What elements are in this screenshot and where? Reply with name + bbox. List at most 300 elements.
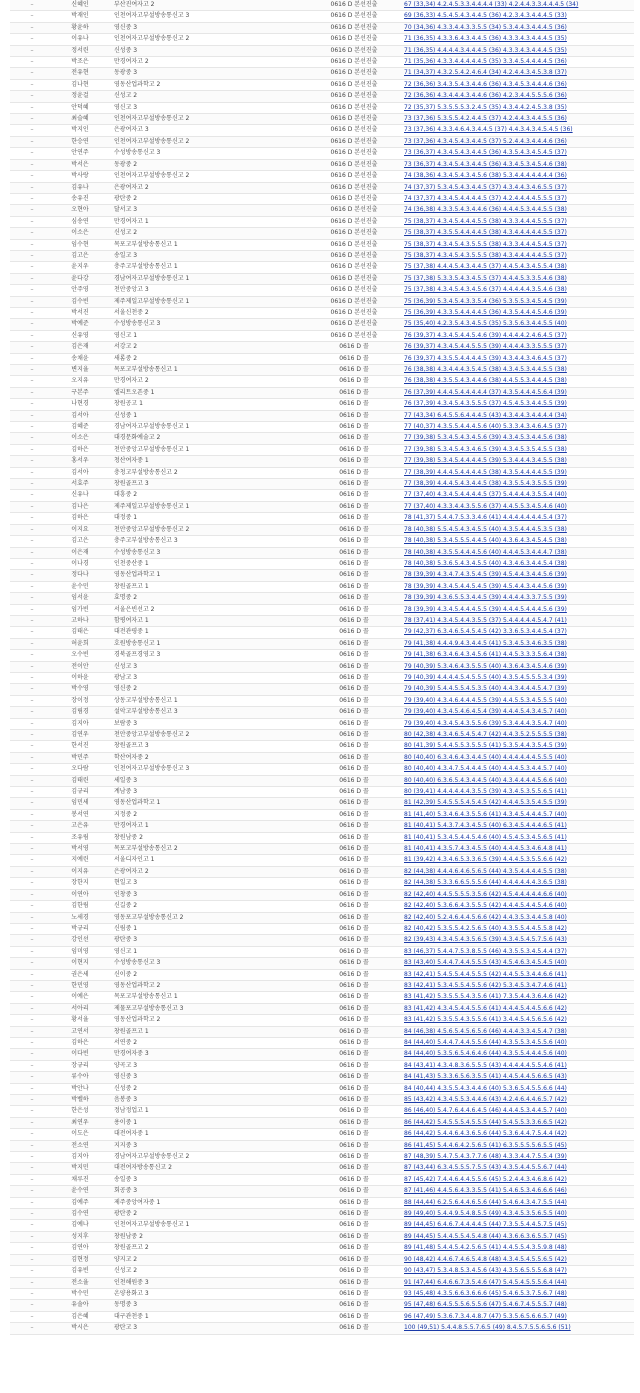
- round-status: 0616 D 꼴: [306, 1197, 402, 1208]
- score-link[interactable]: 83 (42,41) 5.4.5.5.4.4.5.5.5 (42) 4.4.5.5.3.4.4.6.6 (41): [402, 969, 634, 980]
- score-link[interactable]: 70 (34,36) 4.3.3.4.4.3.3.5.5 (34) 5.3.4.4.3.4.4.4.5 (36): [402, 22, 634, 33]
- score-link[interactable]: 79 (39,40) 4.3.4.5.4.6.4.5.4 (39) 4.4.4.5.4.3.4.5.7 (40): [402, 707, 634, 718]
- rank-placeholder: –: [10, 353, 54, 364]
- round-status: 0616 D 본선진출: [306, 319, 402, 330]
- score-link[interactable]: 76 (39,37) 4.3.4.5.4.4.5.4.6 (39) 4.4.4.4.2.4.6.4.5 (37): [402, 330, 634, 341]
- player-name: 박시은: [54, 1323, 106, 1334]
- table-row: [10, 787, 634, 798]
- table-row: [10, 228, 634, 239]
- player-name: 김연아: [54, 1243, 106, 1254]
- score-link[interactable]: 75 (36,39) 5.3.4.5.4.3.3.5.4 (36) 5.3.5.5.3.4.5.4.5 (39): [402, 296, 634, 307]
- player-name: 이도은: [54, 1129, 106, 1140]
- player-name: 이은재: [54, 547, 106, 558]
- player-name: 박지인: [54, 125, 106, 136]
- score-link[interactable]: 69 (36,33) 4.5.4.5.4.3.4.4.5 (36) 4.2.3.4.3.4.4.4.5 (33): [402, 11, 634, 22]
- player-school: 충주고부설방송통신고 1: [106, 262, 306, 273]
- player-school: 영동포고부설방송통신고 2: [106, 912, 306, 923]
- round-status: 0616 D 꼴: [306, 1288, 402, 1299]
- round-status: 0616 D 꼴: [306, 1277, 402, 1288]
- round-status: 0616 D 본선진출: [306, 296, 402, 307]
- player-school: 인천여자고부설방송통신고 2: [106, 114, 306, 125]
- table-row: [10, 250, 634, 261]
- score-link[interactable]: 80 (42,38) 4.3.4.6.5.4.5.4.7 (42) 4.4.3.5.2.5.5.5.5 (38): [402, 730, 634, 741]
- score-link[interactable]: 71 (36,35) 4.4.4.4.3.4.4.4.5 (36) 4.3.3.4.3.4.4.4.5 (35): [402, 45, 634, 56]
- table-row: [10, 980, 634, 991]
- player-name: 임수현: [54, 239, 106, 250]
- round-status: 0616 D 꼴: [306, 672, 402, 683]
- score-link[interactable]: 90 (48,42) 4.4.6.7.4.6.5.4.8 (48) 4.3.4.5.4.5.5.6.5 (42): [402, 1254, 634, 1265]
- score-link[interactable]: 78 (40,38) 5.3.6.5.4.3.4.5.5 (40) 4.3.4.6.3.4.4.5.4 (38): [402, 558, 634, 569]
- rank-placeholder: –: [10, 91, 54, 102]
- player-school: 서연중 2: [106, 1037, 306, 1048]
- score-link[interactable]: 84 (40,44) 4.3.5.5.4.3.4.4.6 (40) 5.3.6.5.4.5.5.6.6 (44): [402, 1083, 634, 1094]
- table-row: [10, 570, 634, 581]
- rank-placeholder: –: [10, 422, 54, 433]
- score-link[interactable]: 86 (46,40) 5.4.7.6.4.4.6.4.5 (46) 4.4.4.5.3.4.4.5.7 (40): [402, 1106, 634, 1117]
- score-link[interactable]: 86 (44,42) 5.4.5.5.5.4.5.5.5 (44) 5.4.5.5.3.3.6.6.5 (42): [402, 1117, 634, 1128]
- round-status: 0616 D 꼴: [306, 593, 402, 604]
- round-status: 0616 D 꼴: [306, 1117, 402, 1128]
- player-school: 만경여자중 3: [106, 1049, 306, 1060]
- score-link[interactable]: 84 (44,40) 5.4.4.7.4.4.5.5.6 (44) 4.3.5.5.3.4.5.5.6 (40): [402, 1037, 634, 1048]
- score-link[interactable]: 87 (41,46) 4.4.5.6.4.3.3.5.5 (41) 5.4.6.5.3.4.6.6.6 (46): [402, 1186, 634, 1197]
- round-status: 0616 D 본선진출: [306, 159, 402, 170]
- score-link[interactable]: 100 (49,51) 5.4.4.8.5.5.7.6.5 (49) 8.4.5.7.5.5.6.5.6 (51): [402, 1323, 634, 1334]
- score-link[interactable]: 71 (35,36) 4.3.3.4.4.4.4.4.5 (35) 3.3.4.5.4.4.4.4.5 (36): [402, 57, 634, 68]
- rank-placeholder: –: [10, 1163, 54, 1174]
- player-school: 광남고 3: [106, 672, 306, 683]
- round-status: 0616 D 꼴: [306, 684, 402, 695]
- rank-placeholder: –: [10, 855, 54, 866]
- score-link[interactable]: 75 (38,37) 4.3.5.5.4.4.4.4.5 (38) 4.3.4.4.4.4.4.5.5 (37): [402, 228, 634, 239]
- player-school: 광탄중 2: [106, 1209, 306, 1220]
- score-link[interactable]: 90 (43,47) 5.3.4.8.5.3.4.5.6 (43) 4.3.5.6.5.5.5.6.8 (47): [402, 1266, 634, 1277]
- score-link[interactable]: 71 (34,37) 4.3.2.5.4.2.4.6.4 (34) 4.2.4.4.3.4.5.3.8 (37): [402, 68, 634, 79]
- score-link[interactable]: 75 (38,37) 4.3.4.5.4.3.5.5.5 (38) 4.3.3.4.4.4.5.4.5 (37): [402, 239, 634, 250]
- round-status: 0616 D 꼴: [306, 844, 402, 855]
- score-link[interactable]: 74 (37,37) 5.3.4.5.4.3.4.4.5 (37) 4.3.4.4.3.4.6.5.5 (37): [402, 182, 634, 193]
- score-link[interactable]: 75 (35,40) 4.2.3.5.4.3.4.5.5 (35) 5.3.5.6.3.4.4.5.5 (40): [402, 319, 634, 330]
- player-name: 구본주: [54, 387, 106, 398]
- score-link[interactable]: 82 (44,38) 4.4.4.6.4.6.5.6.5 (44) 4.3.5.4.4.4.4.5.5 (38): [402, 866, 634, 877]
- player-school: 광탄고 3: [106, 1323, 306, 1334]
- score-link[interactable]: 74 (36,38) 4.3.3.5.4.3.4.4.6 (36) 4.4.4.5.3.4.4.5.5 (38): [402, 205, 634, 216]
- player-school: 제주제일고부설방송통신고 1: [106, 501, 306, 512]
- score-link[interactable]: 73 (37,36) 4.3.4.5.4.3.4.4.5 (37) 5.2.4.4.3.4.4.4.6 (36): [402, 136, 634, 147]
- score-link[interactable]: 80 (41,39) 5.4.4.5.5.3.5.5.5 (41) 5.3.5.4.4.3.5.4.5 (39): [402, 741, 634, 752]
- player-name: 김은재: [54, 342, 106, 353]
- round-status: 0616 D 본선진출: [306, 273, 402, 284]
- player-school: 제물포고부설방송통신고 3: [106, 1003, 306, 1014]
- score-link[interactable]: 77 (37,40) 4.3.3.4.4.3.5.5.6 (37) 4.4.5.5.3.4.5.4.6 (40): [402, 501, 634, 512]
- score-link[interactable]: 75 (37,38) 5.3.3.5.4.3.4.5.5 (37) 4.4.4.5.3.3.5.4.6 (38): [402, 273, 634, 284]
- table-row: [10, 547, 634, 558]
- table-row: [10, 1060, 634, 1071]
- rank-placeholder: –: [10, 844, 54, 855]
- score-link[interactable]: 73 (36,37) 4.3.4.5.4.3.4.4.5 (36) 4.3.4.5.3.4.5.4.6 (38): [402, 159, 634, 170]
- score-link[interactable]: 86 (41,45) 5.4.4.6.4.2.5.6.5 (41) 6.3.5.5.5.5.6.5.5 (45): [402, 1140, 634, 1151]
- table-row: [10, 558, 634, 569]
- score-link[interactable]: 78 (37,41) 4.3.4.5.4.4.3.5.5 (37) 5.4.4.4.4.4.5.4.7 (41): [402, 615, 634, 626]
- score-link[interactable]: 79 (41,38) 4.4.4.9.4.3.4.4.5 (41) 5.3.4.5.3.4.6.3.5 (38): [402, 638, 634, 649]
- round-status: 0616 D 본선진출: [306, 228, 402, 239]
- player-school: 신성고 2: [106, 91, 306, 102]
- round-status: 0616 D 꼴: [306, 695, 402, 706]
- table-row: [10, 1106, 634, 1117]
- round-status: 0616 D 꼴: [306, 969, 402, 980]
- score-link[interactable]: 80 (40,40) 6.3.4.6.4.3.4.4.5 (40) 4.4.4.4.4.4.5.5.5 (40): [402, 752, 634, 763]
- rank-placeholder: –: [10, 501, 54, 512]
- rank-placeholder: –: [10, 684, 54, 695]
- round-status: 0616 D 꼴: [306, 1152, 402, 1163]
- score-link[interactable]: 81 (40,41) 5.4.3.7.4.3.4.5.5 (40) 6.3.4.5.4.4.4.6.5 (41): [402, 821, 634, 832]
- score-link[interactable]: 82 (40,42) 5.3.5.5.4.2.5.6.5 (40) 4.3.5.5.4.4.5.5.8 (42): [402, 923, 634, 934]
- score-link[interactable]: 72 (35,37) 5.3.5.5.5.3.2.4.5 (35) 4.3.4.4.2.4.5.3.8 (35): [402, 102, 634, 113]
- player-school: 양지고 2: [106, 1254, 306, 1265]
- score-link[interactable]: 67 (33,34) 4.2.4.5.3.3.4.4.4.4 (33) 4.2.4.4.3.3.4.4.4.5 (34): [402, 0, 634, 11]
- score-link[interactable]: 77 (39,38) 5.3.4.5.4.4.4.4.5 (39) 5.3.4.4.4.3.4.5.5 (38): [402, 456, 634, 467]
- player-school: 수성방송통신고 3: [106, 319, 306, 330]
- score-link[interactable]: 84 (41,43) 5.3.3.6.5.6.3.5.5 (41) 4.4.5.4.4.5.6.6.5 (43): [402, 1072, 634, 1083]
- round-status: 0616 D 꼴: [306, 661, 402, 672]
- player-name: 한서진: [54, 741, 106, 752]
- score-link[interactable]: 81 (39,42) 4.3.4.6.5.3.3.6.5 (39) 4.4.4.5.3.5.5.6.6 (42): [402, 855, 634, 866]
- player-school: 서강고 2: [106, 342, 306, 353]
- score-link[interactable]: 75 (37,38) 4.4.4.5.4.3.4.4.5 (37) 4.4.5.4.3.4.5.5.4 (38): [402, 262, 634, 273]
- round-status: 0616 D 꼴: [306, 821, 402, 832]
- rank-placeholder: –: [10, 1117, 54, 1128]
- player-name: 고연서: [54, 1026, 106, 1037]
- score-link[interactable]: 77 (43,34) 6.4.5.5.6.4.4.4.5 (43) 4.3.4.4.3.4.4.4.4 (34): [402, 410, 634, 421]
- rank-placeholder: –: [10, 1266, 54, 1277]
- player-name: 한민영: [54, 980, 106, 991]
- score-link[interactable]: 77 (38,39) 4.4.4.5.4.4.4.4.5 (38) 4.3.5.4.4.4.4.5.5 (39): [402, 467, 634, 478]
- score-link[interactable]: 84 (43,41) 4.3.4.8.3.6.5.5.5 (43) 4.4.4.4.4.5.5.4.6 (41): [402, 1060, 634, 1071]
- rank-placeholder: –: [10, 205, 54, 216]
- score-link[interactable]: 79 (41,38) 6.3.4.6.4.3.4.5.6 (41) 4.4.5.3.3.3.5.6.4 (38): [402, 650, 634, 661]
- player-school: 영동산업과학고 1: [106, 798, 306, 809]
- rank-placeholder: –: [10, 296, 54, 307]
- player-name: 이예은: [54, 992, 106, 1003]
- score-link[interactable]: 80 (40,40) 4.3.4.7.5.4.4.4.5 (40) 4.4.4.5.3.4.4.5.7 (40): [402, 764, 634, 775]
- round-status: 0616 D 꼴: [306, 433, 402, 444]
- score-link[interactable]: 72 (36,36) 4.3.4.4.4.3.4.4.6 (36) 4.2.3.4.4.5.5.5.6 (36): [402, 91, 634, 102]
- score-link[interactable]: 79 (42,37) 6.3.4.6.5.4.5.4.5 (42) 3.3.6.5.3.4.4.5.4 (37): [402, 627, 634, 638]
- rank-placeholder: –: [10, 650, 54, 661]
- rank-placeholder: –: [10, 798, 54, 809]
- score-link[interactable]: 78 (41,37) 5.4.4.7.5.3.3.4.6 (41) 4.4.4.4.4.4.4.5.4 (37): [402, 513, 634, 524]
- score-link[interactable]: 95 (47,48) 6.4.5.5.5.6.5.5.6 (47) 5.4.6.7.4.5.5.5.7 (48): [402, 1300, 634, 1311]
- round-status: 0616 D 꼴: [306, 912, 402, 923]
- player-school: 대전여자중 1: [106, 1129, 306, 1140]
- player-name: 임서윤: [54, 593, 106, 604]
- player-name: 박서영: [54, 844, 106, 855]
- player-school: 신성중 2: [106, 1083, 306, 1094]
- player-school: 신림중 1: [106, 923, 306, 934]
- rank-placeholder: –: [10, 399, 54, 410]
- player-school: 효명중 2: [106, 593, 306, 604]
- player-school: 서울신천중 2: [106, 307, 306, 318]
- round-status: 0616 D 꼴: [306, 1254, 402, 1265]
- player-name: 이나경: [54, 558, 106, 569]
- player-school: 청산여자중 1: [106, 456, 306, 467]
- rank-placeholder: –: [10, 1197, 54, 1208]
- table-row: [10, 11, 634, 22]
- table-row: [10, 1003, 634, 1014]
- rank-placeholder: –: [10, 125, 54, 136]
- score-link[interactable]: 86 (44,42) 5.4.4.6.4.3.6.5.6 (44) 5.3.6.4.4.7.5.4.4 (42): [402, 1129, 634, 1140]
- score-link[interactable]: 82 (39,43) 4.3.4.5.4.3.5.6.5 (39) 4.3.4.5.4.5.7.5.6 (43): [402, 935, 634, 946]
- table-row: [10, 479, 634, 490]
- player-name: 박조은: [54, 57, 106, 68]
- score-link[interactable]: 80 (40,40) 6.3.6.5.4.3.4.4.5 (40) 4.3.4.4.4.4.5.6.6 (40): [402, 775, 634, 786]
- player-school: 영신중 3: [106, 1072, 306, 1083]
- score-link[interactable]: 81 (40,41) 4.3.5.7.4.3.4.5.5 (40) 4.4.4.5.3.4.6.4.8 (41): [402, 844, 634, 855]
- rank-placeholder: –: [10, 239, 54, 250]
- rank-placeholder: –: [10, 1231, 54, 1242]
- score-link[interactable]: 89 (49,40) 5.4.4.9.5.4.8.5.5 (49) 4.3.4.5.3.5.6.5.5 (40): [402, 1209, 634, 1220]
- player-name: 안연주: [54, 148, 106, 159]
- score-link[interactable]: 82 (42,40) 5.3.6.6.4.3.5.5.5 (42) 4.4.4.5.4.4.5.4.6 (40): [402, 901, 634, 912]
- table-row: [10, 57, 634, 68]
- round-status: 0616 D 꼴: [306, 615, 402, 626]
- score-link[interactable]: 76 (38,38) 4.3.5.5.4.3.4.4.6 (38) 4.4.5.5.3.4.4.4.5 (38): [402, 376, 634, 387]
- player-name: 고하나: [54, 615, 106, 626]
- score-link[interactable]: 75 (38,37) 4.3.4.5.4.3.5.5.5 (38) 4.3.4.4.4.4.4.5.5 (37): [402, 250, 634, 261]
- score-link[interactable]: 87 (48,39) 5.4.7.5.4.3.7.7.6 (48) 4.3.3.4.4.7.5.5.4 (39): [402, 1152, 634, 1163]
- rank-placeholder: –: [10, 114, 54, 125]
- rank-placeholder: –: [10, 821, 54, 832]
- rank-placeholder: –: [10, 923, 54, 934]
- player-name: 이지유: [54, 866, 106, 877]
- score-link[interactable]: 89 (41,48) 5.4.4.5.4.2.5.6.5 (41) 4.4.5.5.4.3.5.9.8 (48): [402, 1243, 634, 1254]
- score-link[interactable]: 72 (36,36) 3.4.3.5.4.3.4.4.6 (36) 4.3.4.5.3.4.4.4.6 (36): [402, 79, 634, 90]
- player-name: 김서아: [54, 410, 106, 421]
- rank-placeholder: –: [10, 1220, 54, 1231]
- score-link[interactable]: 77 (39,38) 5.3.4.5.4.3.4.6.5 (39) 4.3.4.5.3.5.4.5.5 (38): [402, 444, 634, 455]
- player-name: 이유나: [54, 34, 106, 45]
- player-school: 광탄중 2: [106, 193, 306, 204]
- score-link[interactable]: 84 (44,40) 5.3.5.6.5.4.6.4.6 (44) 4.3.5.5.4.4.4.5.6 (40): [402, 1049, 634, 1060]
- score-link[interactable]: 77 (40,37) 4.3.5.5.4.4.4.5.6 (40) 5.3.3.4.3.4.6.4.5 (37): [402, 422, 634, 433]
- score-link[interactable]: 79 (40,39) 5.4.4.5.5.4.5.3.5 (40) 4.4.3.4.4.4.5.4.7 (39): [402, 684, 634, 695]
- score-link[interactable]: 77 (37,40) 4.3.4.5.4.4.4.4.5 (37) 5.4.4.4.4.3.5.5.4 (40): [402, 490, 634, 501]
- score-link[interactable]: 82 (42,40) 4.4.5.5.5.5.3.5.6 (42) 4.5.4.4.4.4.4.6.6 (40): [402, 889, 634, 900]
- round-status: 0616 D 꼴: [306, 855, 402, 866]
- round-status: 0616 D 본선진출: [306, 216, 402, 227]
- player-school: 충주고부설방송통신고 3: [106, 536, 306, 547]
- player-name: 류수아: [54, 1072, 106, 1083]
- table-row: [10, 901, 634, 912]
- score-link[interactable]: 89 (44,45) 5.4.4.5.5.4.5.4.8 (44) 4.3.6.6.3.6.5.5.7 (45): [402, 1231, 634, 1242]
- round-status: 0616 D 꼴: [306, 775, 402, 786]
- round-status: 0616 D 꼴: [306, 935, 402, 946]
- player-school: 목포고부설방송통신고 2: [106, 844, 306, 855]
- round-status: 0616 D 꼴: [306, 524, 402, 535]
- rank-placeholder: –: [10, 1049, 54, 1060]
- player-name: 전소연: [54, 1140, 106, 1151]
- score-link[interactable]: 79 (40,39) 5.3.4.6.4.3.5.5.5 (40) 4.3.6.4.3.4.5.4.6 (39): [402, 661, 634, 672]
- rank-placeholder: –: [10, 775, 54, 786]
- score-link[interactable]: 76 (38,38) 4.3.4.4.4.3.5.4.5 (38) 4.3.4.5.3.4.4.5.5 (38): [402, 365, 634, 376]
- rank-placeholder: –: [10, 57, 54, 68]
- player-name: 한은성: [54, 1106, 106, 1117]
- player-school: 인천중산중 1: [106, 558, 306, 569]
- table-row: [10, 1254, 634, 1265]
- round-status: 0616 D 꼴: [306, 1163, 402, 1174]
- score-link[interactable]: 79 (40,39) 4.4.4.4.5.4.5.5.5 (40) 4.3.5.4.5.5.5.3.4 (39): [402, 672, 634, 683]
- score-link[interactable]: 82 (42,40) 5.2.4.6.4.4.5.6.6 (42) 4.4.3.5.3.4.4.5.8 (40): [402, 912, 634, 923]
- score-link[interactable]: 78 (40,38) 5.3.4.5.5.5.4.4.5 (40) 4.3.6.4.3.4.5.4.5 (38): [402, 536, 634, 547]
- table-row: [10, 798, 634, 809]
- score-link[interactable]: 73 (36,37) 4.3.4.5.4.3.4.4.5 (36) 4.3.5.4.3.4.5.4.5 (37): [402, 148, 634, 159]
- player-school: 충청고부설방송통신고 2: [106, 467, 306, 478]
- player-name: 성지후: [54, 1231, 106, 1242]
- score-link[interactable]: 73 (37,36) 5.3.5.5.4.2.4.4.5 (37) 4.2.4.4.3.4.4.5.5 (36): [402, 114, 634, 125]
- table-row: [10, 285, 634, 296]
- round-status: 0616 D 본선진출: [306, 330, 402, 341]
- score-link[interactable]: 76 (39,37) 4.3.4.5.4.4.5.5.5 (39) 4.4.4.4.3.3.5.5.5 (37): [402, 342, 634, 353]
- score-link[interactable]: 73 (37,36) 4.3.3.4.6.4.3.4.4.5 (37) 4.4.3.4.3.4.5.4.5 (36): [402, 125, 634, 136]
- table-row: [10, 912, 634, 923]
- table-row: [10, 193, 634, 204]
- table-row: [10, 1288, 634, 1299]
- player-name: 김지아: [54, 1152, 106, 1163]
- round-status: 0616 D 꼴: [306, 1209, 402, 1220]
- score-link[interactable]: 78 (39,39) 4.3.6.5.5.3.4.4.5 (39) 4.4.4.4.3.3.7.5.5 (39): [402, 593, 634, 604]
- player-name: 윤수민: [54, 581, 106, 592]
- table-row: [10, 376, 634, 387]
- table-row: [10, 216, 634, 227]
- player-school: 양곡고 3: [106, 1060, 306, 1071]
- score-link[interactable]: 89 (44,45) 6.4.6.7.4.4.4.4.5 (44) 7.3.5.5.4.4.5.7.5 (45): [402, 1220, 634, 1231]
- player-school: 엘리트오픈중 1: [106, 387, 306, 398]
- score-link[interactable]: 81 (40,41) 5.3.4.5.4.4.5.4.6 (40) 4.5.4.5.3.4.5.6.5 (41): [402, 832, 634, 843]
- score-link[interactable]: 78 (40,38) 4.3.5.5.4.4.4.5.6 (40) 4.4.4.5.3.4.4.4.7 (38): [402, 547, 634, 558]
- score-link[interactable]: 82 (44,38) 5.3.3.6.6.5.5.5.6 (44) 4.4.4.4.4.4.3.6.5 (38): [402, 878, 634, 889]
- score-link[interactable]: 77 (39,38) 5.3.4.5.4.3.4.5.6 (39) 4.3.4.5.3.4.4.5.6 (38): [402, 433, 634, 444]
- round-status: 0616 D 꼴: [306, 1095, 402, 1106]
- rank-placeholder: –: [10, 570, 54, 581]
- score-link[interactable]: 83 (46,37) 5.4.4.7.5.3.8.5.5 (46) 4.3.5.5.3.4.5.4.4 (37): [402, 946, 634, 957]
- score-link[interactable]: 81 (41,40) 5.3.4.6.4.3.5.5.6 (41) 4.3.4.5.4.4.4.5.7 (40): [402, 809, 634, 820]
- player-school: 영신고 1: [106, 330, 306, 341]
- table-row: [10, 832, 634, 843]
- score-link[interactable]: 80 (39,41) 4.4.4.4.4.4.3.5.5 (39) 4.3.4.5.3.5.5.6.5 (41): [402, 787, 634, 798]
- table-row: [10, 638, 634, 649]
- score-link[interactable]: 83 (41,42) 4.3.4.5.4.4.5.5.6 (41) 4.4.4.5.4.4.5.6.6 (42): [402, 1003, 634, 1014]
- score-link[interactable]: 83 (43,40) 5.4.4.7.4.4.5.5.5 (43) 4.5.4.6.3.4.5.4.5 (40): [402, 958, 634, 969]
- round-status: 0616 D 꼴: [306, 1174, 402, 1185]
- table-row: [10, 1083, 634, 1094]
- score-link[interactable]: 87 (45,42) 7.4.4.6.4.4.5.5.6 (45) 5.2.4.4.3.4.6.8.6 (42): [402, 1174, 634, 1185]
- player-name: 윤수연: [54, 1186, 106, 1197]
- score-link[interactable]: 74 (37,37) 4.3.4.5.4.4.4.4.5 (37) 4.2.4.4.4.4.5.5.5 (37): [402, 193, 634, 204]
- score-link[interactable]: 79 (39,40) 4.3.4.5.4.3.5.5.6 (39) 5.3.4.4.4.3.5.4.7 (40): [402, 718, 634, 729]
- player-name: 이하윤: [54, 672, 106, 683]
- player-name: 강인선: [54, 935, 106, 946]
- player-school: 창원골프고 2: [106, 1243, 306, 1254]
- score-link[interactable]: 79 (39,40) 4.3.4.6.4.4.4.5.5 (39) 4.4.5.5.3.4.5.5.5 (40): [402, 695, 634, 706]
- player-name: 박재인: [54, 11, 106, 22]
- score-link[interactable]: 77 (38,39) 4.4.4.5.4.3.4.4.5 (38) 4.3.5.5.4.3.5.5.5 (39): [402, 479, 634, 490]
- score-link[interactable]: 76 (37,39) 4.4.4.5.4.4.4.4.4 (37) 4.3.5.4.4.4.5.6.4 (39): [402, 387, 634, 398]
- player-name: 노세경: [54, 912, 106, 923]
- rank-placeholder: –: [10, 1311, 54, 1322]
- score-link[interactable]: 83 (41,42) 5.3.5.5.4.3.5.5.6 (41) 3.4.4.5.4.5.6.5.6 (42): [402, 1015, 634, 1026]
- player-school: 대구관천중 1: [106, 1311, 306, 1322]
- player-school: 영동산업과학고 2: [106, 1015, 306, 1026]
- score-link[interactable]: 84 (46,38) 4.5.6.5.4.5.6.5.6 (46) 4.4.4.3.3.4.5.4.7 (38): [402, 1026, 634, 1037]
- player-school: 수성방송통신고 3: [106, 958, 306, 969]
- player-name: 김하은: [54, 513, 106, 524]
- score-link[interactable]: 81 (42,39) 5.4.5.5.5.4.5.4.5 (42) 4.4.4.5.3.5.4.5.5 (39): [402, 798, 634, 809]
- table-row: [10, 422, 634, 433]
- score-link[interactable]: 83 (42,41) 5.3.4.5.5.4.5.5.6 (42) 5.3.4.5.3.4.7.4.6 (41): [402, 980, 634, 991]
- score-link[interactable]: 76 (39,37) 4.3.5.5.4.4.4.4.5 (39) 4.3.4.4.3.4.6.4.5 (37): [402, 353, 634, 364]
- player-name: 김현정: [54, 1254, 106, 1265]
- round-status: 0616 D 꼴: [306, 1186, 402, 1197]
- table-row: [10, 513, 634, 524]
- round-status: 0616 D 꼴: [306, 1015, 402, 1026]
- player-name: 전소율: [54, 1277, 106, 1288]
- score-link[interactable]: 85 (43,42) 4.3.4.5.5.3.4.4.6 (43) 4.2.4.6.4.4.6.5.7 (42): [402, 1095, 634, 1106]
- player-school: 만경여자고 2: [106, 376, 306, 387]
- player-name: 안주영: [54, 285, 106, 296]
- table-row: [10, 1117, 634, 1128]
- score-link[interactable]: 75 (36,39) 4.3.3.5.4.4.4.4.5 (36) 4.3.5.4.4.4.5.4.6 (39): [402, 307, 634, 318]
- score-link[interactable]: 88 (44,44) 6.2.5.6.4.4.6.5.6 (44) 5.4.6.4.3.4.7.5.5 (44): [402, 1197, 634, 1208]
- score-link[interactable]: 71 (36,35) 4.3.3.6.4.3.4.4.5 (36) 4.3.3.4.3.4.4.4.5 (35): [402, 34, 634, 45]
- player-name: 전유현: [54, 68, 106, 79]
- round-status: 0616 D 본선진출: [306, 102, 402, 113]
- score-link[interactable]: 91 (47,44) 6.4.6.6.7.3.5.4.6 (47) 5.4.5.4.5.5.5.6.4 (44): [402, 1277, 634, 1288]
- round-status: 0616 D 본선진출: [306, 193, 402, 204]
- rank-placeholder: –: [10, 672, 54, 683]
- score-link[interactable]: 76 (37,39) 4.3.4.5.4.3.5.5.5 (37) 4.5.4.5.3.4.4.5.5 (39): [402, 399, 634, 410]
- score-link[interactable]: 87 (43,44) 6.3.4.5.5.5.7.5.5 (43) 4.3.5.4.4.5.5.6.7 (44): [402, 1163, 634, 1174]
- score-link[interactable]: 78 (40,38) 5.5.4.5.4.3.4.5.5 (40) 4.3.5.4.4.4.5.3.5 (38): [402, 524, 634, 535]
- player-school: 서울은빈선고 2: [106, 604, 306, 615]
- player-name: 서효주: [54, 479, 106, 490]
- table-row: [10, 1095, 634, 1106]
- round-status: 0616 D 꼴: [306, 376, 402, 387]
- round-status: 0616 D 꼴: [306, 798, 402, 809]
- player-name: 허윤희: [54, 638, 106, 649]
- player-school: 대정중 1: [106, 513, 306, 524]
- rank-placeholder: –: [10, 342, 54, 353]
- player-school: 만경여자고 1: [106, 216, 306, 227]
- player-name: 오현아: [54, 205, 106, 216]
- table-row: [10, 1129, 634, 1140]
- player-name: 지예린: [54, 855, 106, 866]
- player-name: 김하은: [54, 444, 106, 455]
- score-link[interactable]: 75 (37,38) 4.3.4.5.4.3.4.5.6 (37) 4.4.4.4.4.3.5.4.6 (38): [402, 285, 634, 296]
- score-link[interactable]: 78 (39,39) 4.3.4.5.4.4.5.4.5 (39) 4.5.4.4.3.4.4.5.6 (39): [402, 581, 634, 592]
- rank-placeholder: –: [10, 1129, 54, 1140]
- table-row: [10, 627, 634, 638]
- player-name: 윤지우: [54, 262, 106, 273]
- score-link[interactable]: 93 (45,48) 4.3.5.6.6.3.6.6.6 (45) 5.4.6.5.3.7.5.6.7 (48): [402, 1288, 634, 1299]
- score-link[interactable]: 78 (39,39) 4.3.4.7.4.3.5.4.5 (39) 4.5.4.4.3.4.4.5.6 (39): [402, 570, 634, 581]
- score-link[interactable]: 96 (47,49) 5.3.6.7.3.4.4.8.7 (47) 5.3.5.6.5.6.6.5.7 (49): [402, 1311, 634, 1322]
- round-status: 0616 D 꼴: [306, 946, 402, 957]
- score-link[interactable]: 83 (41,42) 5.3.5.5.5.4.3.5.6 (41) 7.3.5.4.4.3.6.4.6 (42): [402, 992, 634, 1003]
- score-link[interactable]: 78 (39,39) 4.3.4.5.4.4.4.5.5 (39) 4.4.4.5.4.4.4.5.6 (39): [402, 604, 634, 615]
- score-link[interactable]: 74 (38,36) 4.3.4.5.4.3.4.5.6 (38) 5.3.4.4.4.4.4.4.4 (36): [402, 171, 634, 182]
- score-link[interactable]: 75 (38,37) 4.3.4.5.4.4.4.5.5 (38) 4.3.3.4.4.4.5.5.5 (37): [402, 216, 634, 227]
- player-name: 박서은: [54, 159, 106, 170]
